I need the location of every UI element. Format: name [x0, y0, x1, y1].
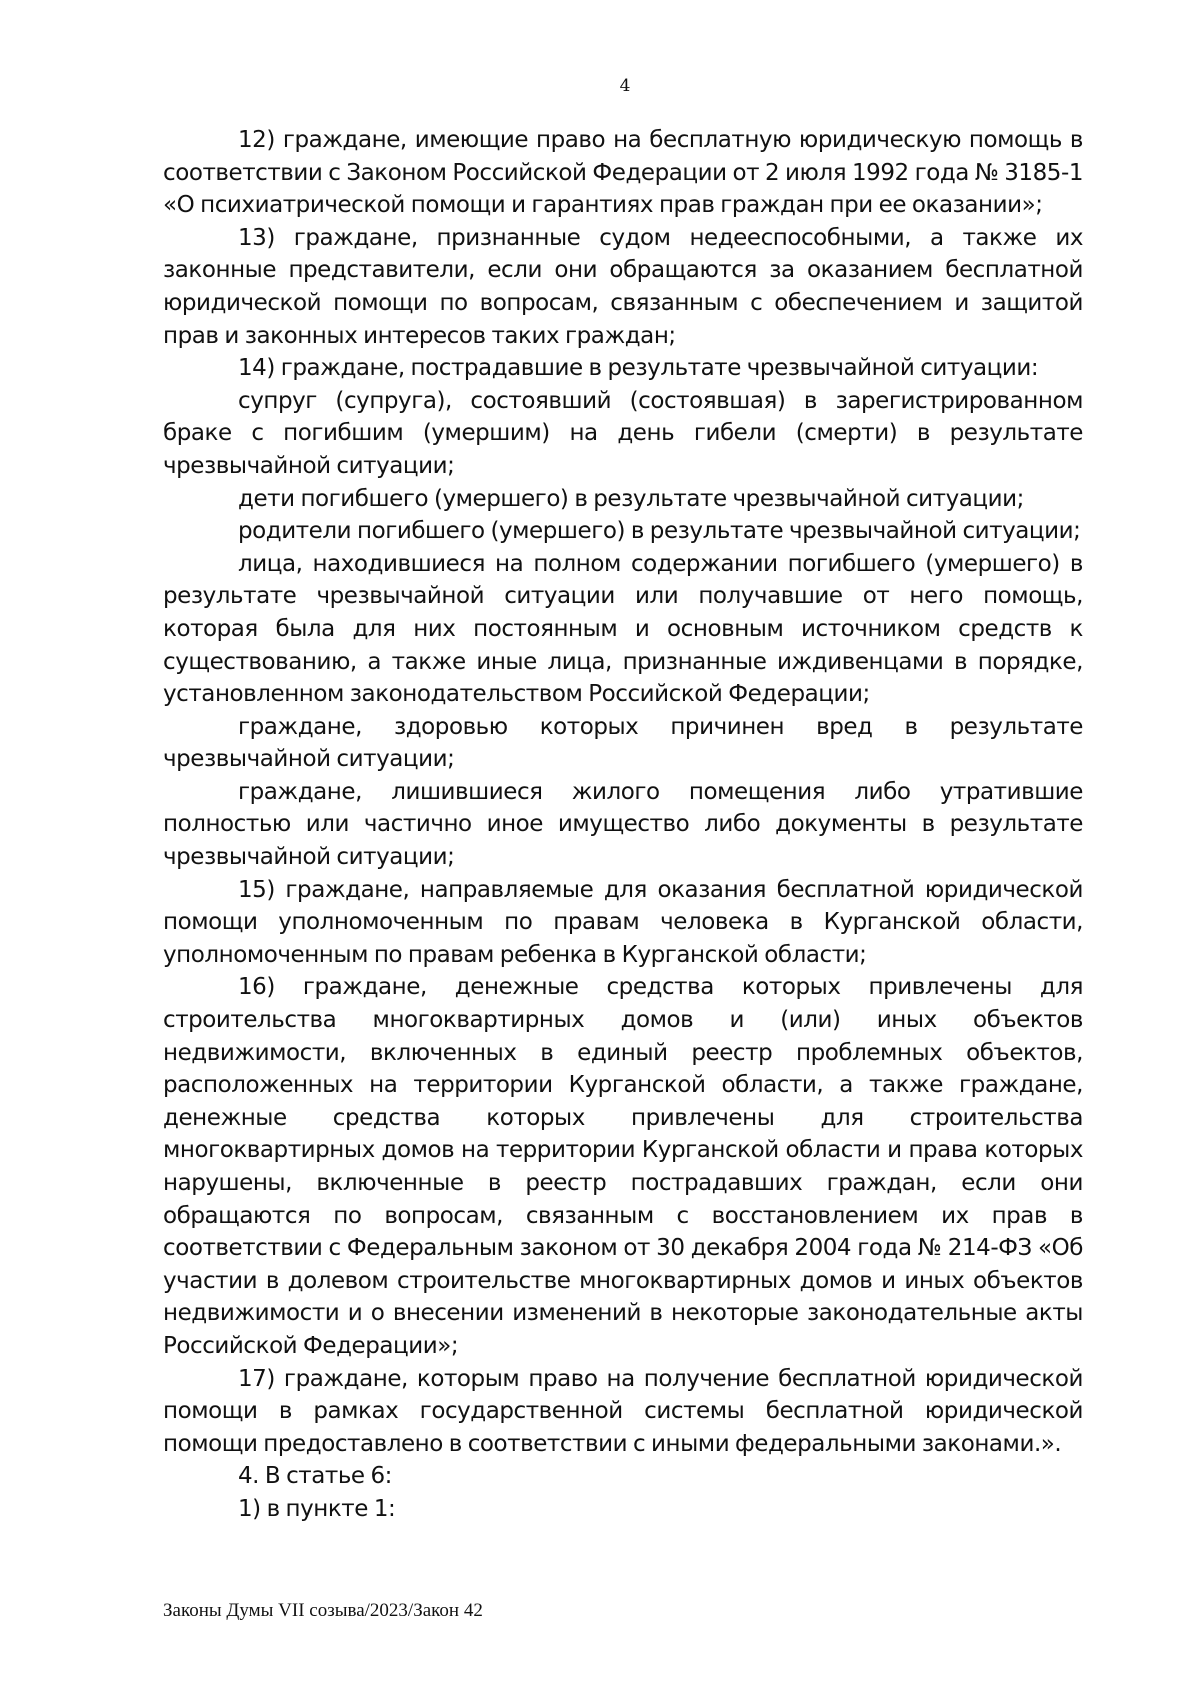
document-body — [163, 124, 1083, 1526]
paragraph-dependents: лица, находившиеся на полном содержании погибшего (умершего) в результате чрезвычайной ситуации или получавшие от него помощь, которая была для них постоянным и основным источником средств к существованию, а также иные лица, признанные иждивенцами в порядке, установленном законодательством Российской Федерации; — [163, 550, 1083, 708]
paragraph-spouse: супруг (супруга), состоявший (состоявшая) в зарегистрированном браке с погибшим (умершим) на день гибели (смерти) в результате чрезвычайной ситуации; — [163, 387, 1083, 479]
paragraph-children: дети погибшего (умершего) в результате чрезвычайной ситуации; — [238, 485, 1024, 512]
paragraph-item-17: 17) граждане, которым право на получение бесплатной юридической помощи в рамках государственной системы бесплатной юридической помощи предоставлено в соответствии с иными федеральными законами.». — [163, 1365, 1083, 1457]
paragraph-parents: родители погибшего (умершего) в результате чрезвычайной ситуации; — [238, 518, 1081, 545]
paragraph-item-14: 14) граждане, пострадавшие в результате чрезвычайной ситуации: — [238, 355, 1039, 382]
footer-reference: Законы Думы VII созыва/2023/Закон 42 — [163, 1600, 483, 1621]
paragraph-item-12: 12) граждане, имеющие право на бесплатную юридическую помощь в соответствии с Законом Российской Федерации от 2 июля 1992 года № 3185-1 «О психиатрической помощи и гарантиях прав граждан при ее оказании»; — [163, 127, 1083, 219]
paragraph-clause-1: 1) в пункте 1: — [238, 1495, 396, 1522]
paragraph-property-loss: граждане, лишившиеся жилого помещения либо утратившие полностью или частично иное имущество либо документы в результате чрезвычайной ситуации; — [163, 778, 1083, 871]
paragraph-article-6: 4. В статье 6: — [238, 1463, 392, 1490]
paragraph-item-16: 16) граждане, денежные средства которых привлечены для строительства многоквартирных домов и (или) иных объектов недвижимости, включенных в единый реестр проблемных объектов, расположенных на территории Курганской области, а также граждане, денежные средства которых привлечены для строительства многоквартирных домов на территории Курганской области и права которых нарушены, включенные в реестр пострадавших граждан, если они обращаются по вопросам, связанным с восстановлением их прав в соответствии с Федеральным законом от 30 декабря 2004 года № 214-ФЗ «Об участии в долевом строительстве многоквартирных домов и иных объектов недвижимости и о внесении изменений в некоторые законодательные акты Российской Федерации»; — [163, 974, 1083, 1359]
paragraph-item-13: 13) граждане, признанные судом недееспособными, а также их законные представители, если они обращаются за оказанием бесплатной юридической помощи по вопросам, связанным с обеспечением и защитой прав и законных интересов таких граждан; — [163, 224, 1083, 349]
paragraph-health-harm: граждане, здоровью которых причинен вред в результате чрезвычайной ситуации; — [163, 713, 1083, 773]
paragraph-item-15: 15) граждане, направляемые для оказания бесплатной юридической помощи уполномоченным по правам человека в Курганской области, уполномоченным по правам ребенка в Курганской области; — [163, 876, 1083, 968]
page-number: 4 — [619, 76, 631, 96]
